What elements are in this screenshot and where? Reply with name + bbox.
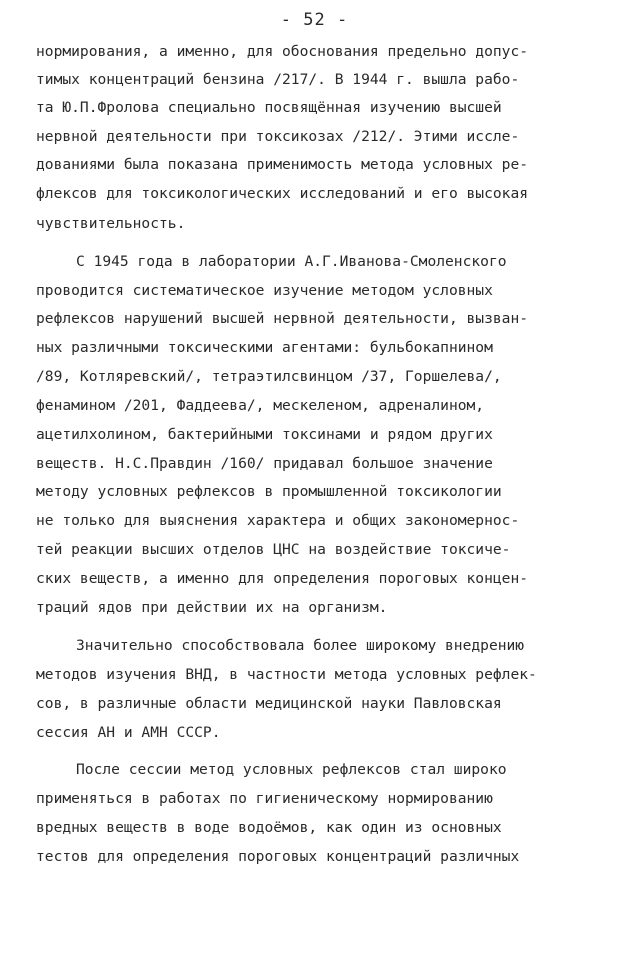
text-line: /89, Котляревский/, тетраэтилсвинцом /37, Горшелева/, [36,368,502,385]
text-line: нервной деятельности при токсикозах /212/. Этими иссле- [36,128,520,145]
text-line: тей реакции высших отделов ЦНС на воздействие токсиче- [36,541,511,558]
text-line: вредных веществ в воде водоёмов, как один из основных [36,819,502,836]
text-line: рефлексов нарушений высшей нервной деятельности, вызван- [36,310,529,327]
text-line: После сессии метод условных рефлексов стал широко [76,761,507,778]
text-line: тимых концентраций бензина /217/. В 1944 г. вышла рабо- [36,71,520,88]
text-line: чувствительность. [36,215,186,232]
text-line: методу условных рефлексов в промышленной токсикологии [36,483,502,500]
text-line: траций ядов при действии их на организм. [36,599,388,616]
text-line: ских веществ, а именно для определения пороговых концен- [36,570,529,587]
text-line: нормирования, а именно, для обоснования предельно допус- [36,43,529,60]
text-line: С 1945 года в лаборатории А.Г.Иванова-Смоленского [76,253,507,270]
text-line: сессия АН и АМН СССР. [36,724,221,741]
text-line: Значительно способствовала более широкому внедрению [76,637,525,654]
text-line: сов, в различные области медицинской науки Павловская [36,695,502,712]
text-line: методов изучения ВНД, в частности метода условных рефлек- [36,666,537,683]
page-number: - 52 - [280,10,349,30]
text-line: флексов для токсикологических исследований и его высокая [36,185,529,202]
text-line: ацетилхолином, бактерийными токсинами и рядом других [36,426,493,443]
text-line: дованиями была показана применимость метода условных ре- [36,156,529,173]
text-line: фенамином /201, Фаддеева/, мескеленом, адреналином, [36,397,485,414]
text-line: применяться в работах по гигиеническому нормированию [36,790,493,807]
text-line: ных различными токсическими агентами: бульбокапнином [36,339,493,356]
text-line: проводится систематическое изучение методом условных [36,282,493,299]
text-line: тестов для определения пороговых концентраций различных [36,848,520,865]
text-line: веществ. Н.С.Правдин /160/ придавал большое значение [36,455,493,472]
text-line: не только для выяснения характера и общих закономернос- [36,512,520,529]
text-line: та Ю.П.Фролова специально посвящённая изучению высшей [36,99,502,116]
